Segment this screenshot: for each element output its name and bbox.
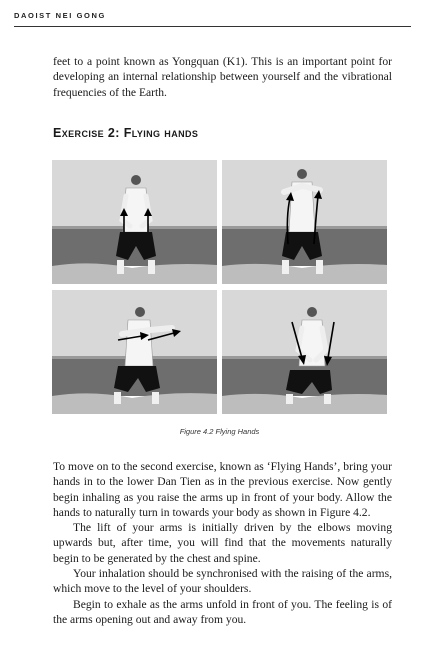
paragraph-1: To move on to the second exercise, known as ‘Flying Hands’, bring your hands in to the lower Dan Tien as in the previous exercise. Now gently begin inhaling as you raise the arms up in front of your body. Allow the hands to naturally turn in towards your body as shown in Figure 4.2. xyxy=(53,460,392,519)
photo-flying-hands-4 xyxy=(222,290,387,414)
photo-flying-hands-1 xyxy=(52,160,217,284)
photo-flying-hands-2 xyxy=(222,160,387,284)
paragraph-4: Begin to exhale as the arms unfold in front of you. The feeling is of the arms opening out and away from you. xyxy=(53,597,392,626)
paragraph-2: The lift of your arms is initially driven by the elbows moving upwards but, after time, you will find that the movements naturally begin to be generated by the chest and spine. xyxy=(53,521,392,565)
running-head: DAOIST NEI GONG xyxy=(14,11,106,20)
section-title: Exercise 2: Flying hands xyxy=(53,126,199,140)
body-text xyxy=(53,459,392,627)
intro-paragraph: feet to a point known as Yongquan (K1). This is an important point for developing an internal relationship between yourself and the vibrational frequencies of the Earth. xyxy=(53,55,392,99)
photo-flying-hands-3 xyxy=(52,290,217,414)
figure-caption: Figure 4.2 Flying Hands xyxy=(179,427,260,436)
paragraph-3: Your inhalation should be synchronised with the raising of the arms, which move to the level of your shoulders. xyxy=(53,567,392,596)
header-rule xyxy=(14,26,411,27)
